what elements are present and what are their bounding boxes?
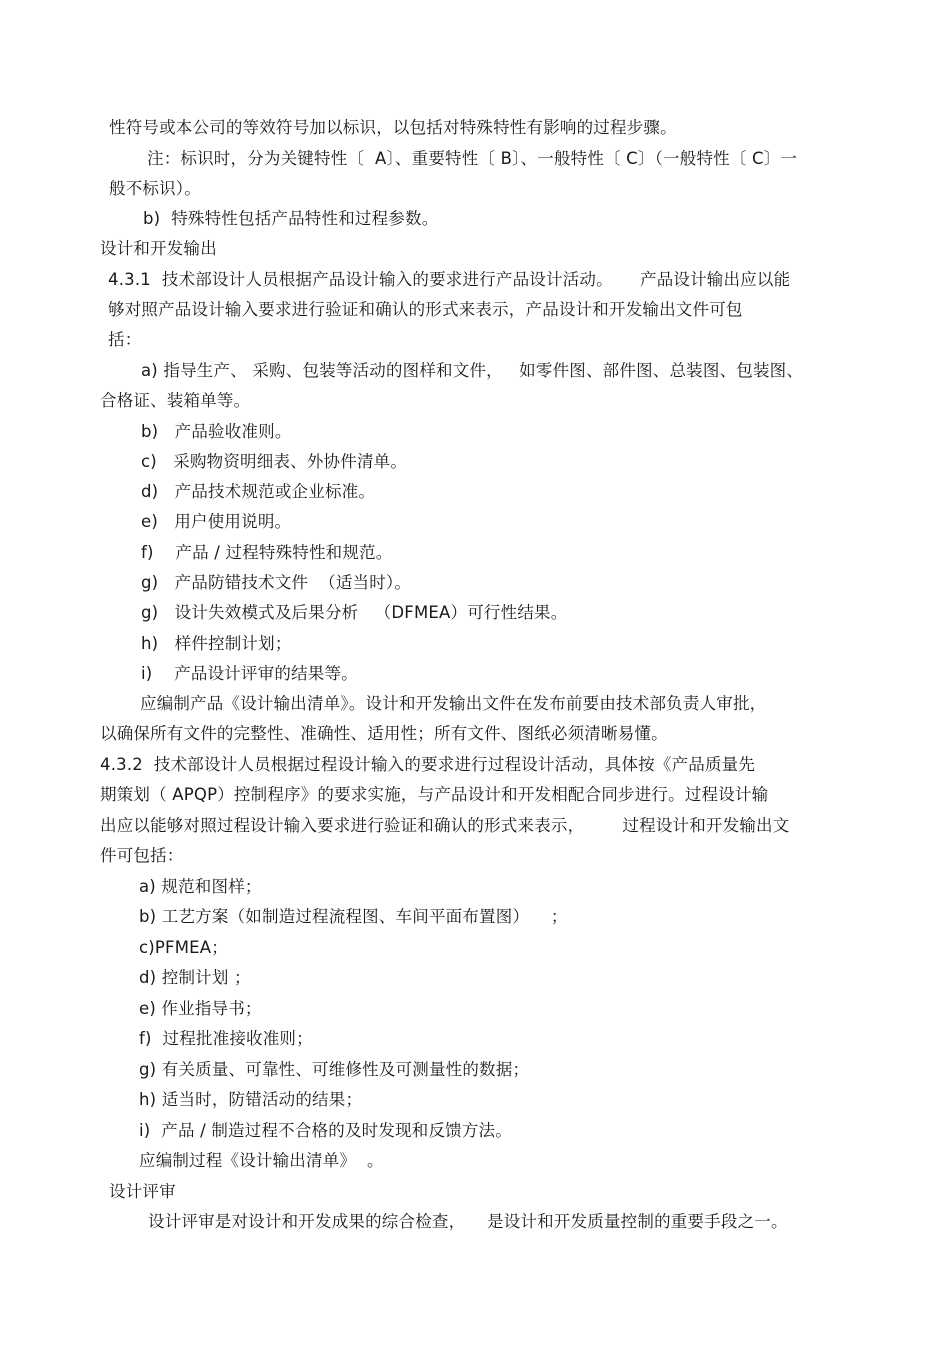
process-output-item: g) 有关质量、可靠性、可维修性及可测量性的数据； (139, 1060, 530, 1079)
process-output-item: f) 过程批准接收准则； (139, 1029, 313, 1048)
product-output-item: e) 用户使用说明。 (141, 512, 292, 531)
process-output-item: i) 产品 / 制造过程不合格的及时发现和反馈方法。 (139, 1121, 512, 1140)
product-output-list-paragraph: 以确保所有文件的完整性、准确性、适用性；所有文件、图纸必须清晰易懂。 (100, 724, 668, 743)
product-output-item: c) 采购物资明细表、外协件清单。 (141, 452, 408, 471)
product-output-list-paragraph: 应编制产品《设计输出清单》。设计和开发输出文件在发布前要由技术部负责人审批， (140, 694, 767, 713)
process-output-item: a) 规范和图样； (139, 877, 262, 896)
clause-4-3-2-line: 4.3.2 技术部设计人员根据过程设计输入的要求进行过程设计活动，具体按《产品质量先 (100, 755, 756, 774)
product-output-item: g) 设计失效模式及后果分析 （DFMEA）可行性结果。 (141, 603, 568, 622)
note-line: 般不标识）。 (109, 179, 201, 198)
clause-4-3-1-line: 够对照产品设计输入要求进行验证和确认的形式来表示，产品设计和开发输出文件可包 (108, 300, 743, 319)
design-review-paragraph: 设计评审是对设计和开发成果的综合检查， 是设计和开发质量控制的重要手段之一。 (148, 1212, 788, 1231)
product-output-item: d) 产品技术规范或企业标准。 (141, 482, 376, 501)
clause-4-3-1-line: 4.3.1 技术部设计人员根据产品设计输入的要求进行产品设计活动。 产品设计输出应以能 (108, 270, 791, 289)
clause-4-3-2-line: 出应以能够对照过程设计输入要求进行验证和确认的形式来表示， 过程设计和开发输出文 (100, 816, 790, 835)
product-output-item: 合格证、装箱单等。 (100, 391, 251, 410)
special-characteristics-item: b) 特殊特性包括产品特性和过程参数。 (143, 209, 439, 228)
section-heading-design-review: 设计评审 (109, 1182, 176, 1201)
product-output-item: a) 指导生产、 采购、包装等活动的图样和文件， 如零件图、部件图、总装图、包装图、 (141, 361, 804, 380)
product-output-item: f) 产品 / 过程特殊特性和规范。 (141, 543, 393, 562)
process-output-list-paragraph: 应编制过程《设计输出清单》 。 (139, 1151, 384, 1170)
note-line: 注：标识时，分为关键特性〔 A〕、重要特性〔 B〕、一般特性〔 C〕（一般特性〔 C〕一 (147, 149, 798, 168)
product-output-item: h) 样件控制计划； (141, 634, 292, 653)
intro-line: 性符号或本公司的等效符号加以标识，以包括对特殊特性有影响的过程步骤。 (109, 118, 677, 137)
product-output-item: b) 产品验收准则。 (141, 422, 292, 441)
section-heading-design-output: 设计和开发输出 (100, 239, 217, 258)
clause-4-3-2-line: 期策划（ APQP）控制程序》的要求实施，与产品设计和开发相配合同步进行。过程设计输 (100, 785, 769, 804)
process-output-item: h) 适当时，防错活动的结果； (139, 1090, 363, 1109)
process-output-item: d) 控制计划 ； (139, 968, 251, 987)
clause-4-3-1-line: 括： (108, 330, 142, 349)
product-output-item: i) 产品设计评审的结果等。 (141, 664, 358, 683)
process-output-item: e) 作业指导书； (139, 999, 262, 1018)
clause-4-3-2-line: 件可包括： (100, 846, 184, 865)
product-output-item: g) 产品防错技术文件 （适当时）。 (141, 573, 412, 592)
process-output-item: c)PFMEA； (139, 938, 228, 957)
process-output-item: b) 工艺方案（如制造过程流程图、车间平面布置图） ； (139, 907, 568, 926)
